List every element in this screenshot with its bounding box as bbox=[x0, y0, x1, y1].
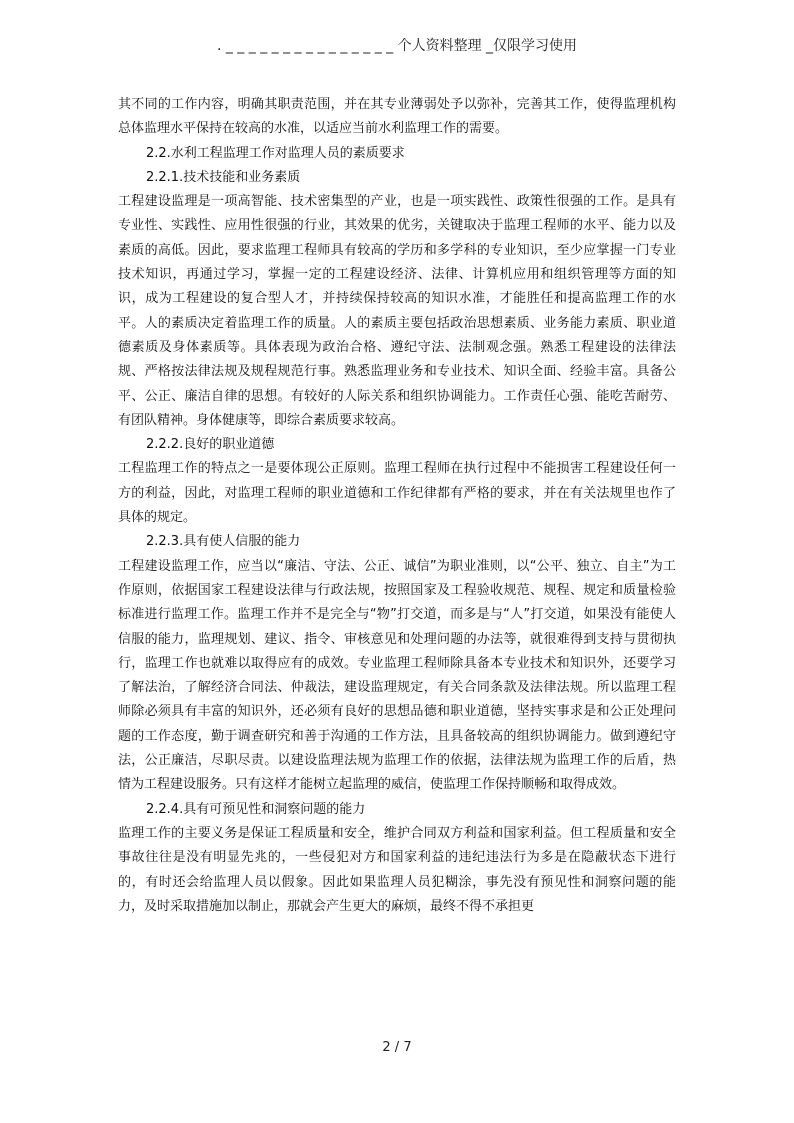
subsection-heading-2-2-4: 2.2.4.具有可预见性和洞察问题的能力 bbox=[146, 801, 366, 817]
page-header: . _ _ _ _ _ _ _ _ _ _ _ _ _ _ _ 个人资料整理 _仅限学习使用 bbox=[216, 38, 578, 54]
page-number: 2 / 7 bbox=[382, 1040, 412, 1055]
paragraph-convincing-ability: 工程建设监理工作，应当以“廉洁、守法、公正、诚信”为职业准则，以“公平、独立、自主”为工作原则，依据国家工程建设法律与行政法规，按照国家及工程验收规范、规程、规定和质量检验标准进行监理工作。监理工作并不是完全与“物”打交道，而多是与“人”打交道，如果没有能使人信服的能力，监理规划、建议、指令、审核意见和处理问题的办法等，就很难得到支持与贯彻执行，监理工作也就难以取得应有的成效。专业监理工程师除具备本专业技术和知识外，还要学习了解法治，了解经济合同法、仲裁法，建设监理规定，有关合同条款及法律法规。所以监理工程师除必须具有丰富的知识外，还必须有良好的思想品德和职业道德，坚持实事求是和公正处理问题的工作态度，勤于调查研究和善于沟通的工作方法，且具备较高的组织协调能力。做到遵纪守法，公正廉洁，尽职尽责。以建设监理法规为监理工作的依据，法律法规为监理工作的后盾，热情为工程建设服务。只有这样才能树立起监理的威信，使监理工作保持顺畅和取得成效。 bbox=[118, 558, 676, 793]
paragraph-technical-skills: 工程建设监理是一项高智能、技术密集型的产业，也是一项实践性、政策性很强的工作。是具有专业性、实践性、应用性很强的行业，其效果的优劣，关键取决于监理工程师的水平、能力以及素质的高低。因此，要求监理工程师具有较高的学历和多学科的专业知识，至少应掌握一门专业技术知识，再通过学习，掌握一定的工程建设经济、法律、计算机应用和组织管理等方面的知识，成为工程建设的复合型人才，并持续保持较高的知识水准，才能胜任和提高监理工作的水平。人的素质决定着监理工作的质量。人的素质主要包括政治思想素质、业务能力素质、职业道德素质及身体素质等。具体表现为政治合格、遵纪守法、法制观念强。熟悉工程建设的法律法规、严格按法律法规及规程规范行事。熟悉监理业务和专业技术、知识全面、经验丰富。具备公平、公正、廉洁自律的思想。有较好的人际关系和组织协调能力。工作责任心强、能吃苦耐劳、有团队精神。身体健康等，即综合素质要求较高。 bbox=[118, 194, 676, 428]
paragraph-foresight: 监理工作的主要义务是保证工程质量和安全，维护合同双方利益和国家利益。但工程质量和安全事故往往是没有明显先兆的，一些侵犯对方和国家利益的违纪违法行为多是在隐蔽状态下进行的，有时还会给监理人员以假象。因此如果监理人员犯糊涂，事先没有预见性和洞察问题的能力，及时采取措施加以制止，那就会产生更大的麻烦，最终不得不承担更 bbox=[118, 825, 676, 914]
subsection-heading-2-2-1: 2.2.1.技术技能和业务素质 bbox=[146, 169, 301, 185]
paragraph-intro: 其不同的工作内容，明确其职责范围，并在其专业薄弱处予以弥补，完善其工作，使得监理机构总体监理水平保持在较高的水准，以适应当前水利监理工作的需要。 bbox=[118, 97, 676, 137]
subsection-heading-2-2-2: 2.2.2.良好的职业道德 bbox=[146, 437, 275, 453]
subsection-heading-2-2-3: 2.2.3.具有使人信服的能力 bbox=[146, 534, 301, 550]
document-body bbox=[118, 93, 676, 919]
section-heading-2-2: 2.2.水利工程监理工作对监理人员的素质要求 bbox=[146, 145, 405, 161]
paragraph-professional-ethics: 工程监理工作的特点之一是要体现公正原则。监理工程师在执行过程中不能损害工程建设任何一方的利益，因此，对监理工程师的职业道德和工作纪律都有严格的要求，并在有关法规里也作了具体的规定。 bbox=[118, 461, 676, 526]
